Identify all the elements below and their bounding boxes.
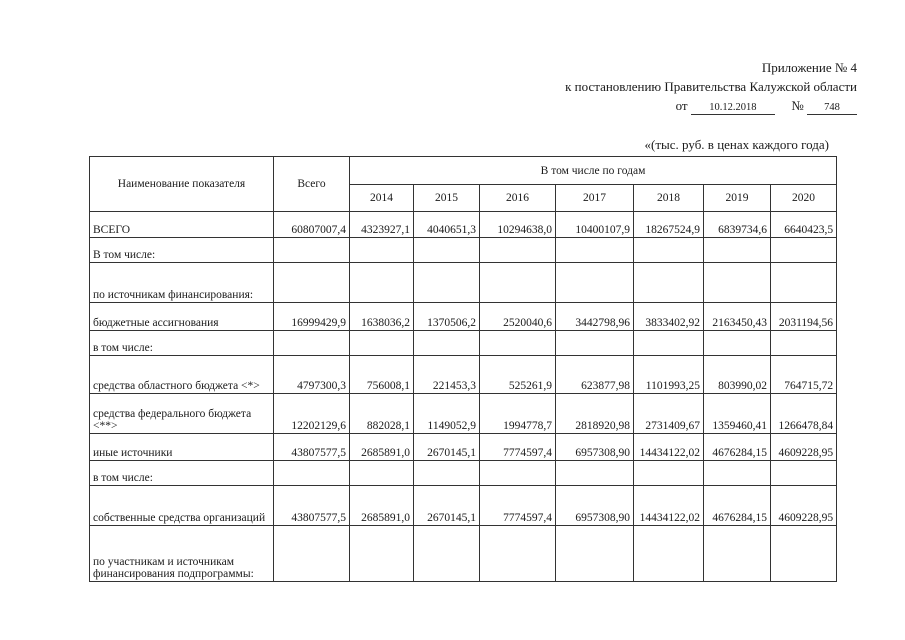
table-row bbox=[90, 263, 837, 303]
year-header-2015: 2015 bbox=[414, 185, 480, 212]
resolution-number: 748 bbox=[807, 101, 857, 115]
date-number-line bbox=[565, 96, 857, 115]
row-value-2016 bbox=[480, 331, 556, 356]
row-total bbox=[274, 263, 350, 303]
row-value-2016 bbox=[480, 526, 556, 582]
row-value-2014 bbox=[350, 263, 414, 303]
row-value-2020: 6640423,5 bbox=[771, 212, 837, 238]
from-label: от bbox=[675, 98, 688, 113]
row-total bbox=[274, 238, 350, 263]
table-row bbox=[90, 238, 837, 263]
row-value-2015: 1149052,9 bbox=[414, 394, 480, 434]
financing-table bbox=[89, 156, 837, 582]
row-value-2019 bbox=[704, 238, 771, 263]
row-value-2014 bbox=[350, 331, 414, 356]
row-value-2017: 623877,98 bbox=[556, 356, 634, 394]
table-row bbox=[90, 356, 837, 394]
row-value-2017: 2818920,98 bbox=[556, 394, 634, 434]
row-value-2018 bbox=[634, 461, 704, 486]
row-total bbox=[274, 526, 350, 582]
row-value-2014: 2685891,0 bbox=[350, 434, 414, 461]
row-value-2014: 882028,1 bbox=[350, 394, 414, 434]
row-value-2018 bbox=[634, 526, 704, 582]
row-label: собственные средства организаций bbox=[90, 486, 274, 526]
row-value-2015: 4040651,3 bbox=[414, 212, 480, 238]
row-value-2014: 1638036,2 bbox=[350, 303, 414, 331]
row-value-2019: 803990,02 bbox=[704, 356, 771, 394]
row-value-2015: 2670145,1 bbox=[414, 486, 480, 526]
row-value-2020: 4609228,95 bbox=[771, 486, 837, 526]
row-value-2020 bbox=[771, 331, 837, 356]
row-value-2018: 2731409,67 bbox=[634, 394, 704, 434]
row-value-2016: 7774597,4 bbox=[480, 434, 556, 461]
row-value-2018: 1101993,25 bbox=[634, 356, 704, 394]
document-header bbox=[565, 58, 857, 115]
row-value-2014 bbox=[350, 461, 414, 486]
row-value-2016 bbox=[480, 238, 556, 263]
row-value-2019: 1359460,41 bbox=[704, 394, 771, 434]
row-total: 12202129,6 bbox=[274, 394, 350, 434]
row-value-2018: 18267524,9 bbox=[634, 212, 704, 238]
row-value-2014 bbox=[350, 238, 414, 263]
table-row bbox=[90, 394, 837, 434]
year-header-2019: 2019 bbox=[704, 185, 771, 212]
year-header-2016: 2016 bbox=[480, 185, 556, 212]
number-label: № bbox=[791, 98, 804, 113]
row-value-2016: 525261,9 bbox=[480, 356, 556, 394]
row-label: бюджетные ассигнования bbox=[90, 303, 274, 331]
resolution-reference: к постановлению Правительства Калужской области bbox=[565, 79, 857, 94]
row-total: 43807577,5 bbox=[274, 434, 350, 461]
row-label: средства федерального бюджета <**> bbox=[90, 394, 274, 434]
row-value-2014: 2685891,0 bbox=[350, 486, 414, 526]
row-value-2018: 14434122,02 bbox=[634, 434, 704, 461]
row-value-2017 bbox=[556, 263, 634, 303]
year-header-2017: 2017 bbox=[556, 185, 634, 212]
table-row bbox=[90, 461, 837, 486]
row-value-2015 bbox=[414, 263, 480, 303]
row-label: по участникам и источникам финансирования подпрограммы: bbox=[90, 526, 274, 582]
row-value-2017 bbox=[556, 331, 634, 356]
table-row bbox=[90, 486, 837, 526]
table-row bbox=[90, 526, 837, 582]
row-label: средства областного бюджета <*> bbox=[90, 356, 274, 394]
row-value-2014 bbox=[350, 526, 414, 582]
table-row bbox=[90, 331, 837, 356]
row-label: в том числе: bbox=[90, 331, 274, 356]
row-value-2016 bbox=[480, 461, 556, 486]
row-value-2017: 3442798,96 bbox=[556, 303, 634, 331]
row-value-2015 bbox=[414, 331, 480, 356]
table-row bbox=[90, 212, 837, 238]
row-value-2020 bbox=[771, 461, 837, 486]
row-total: 60807007,4 bbox=[274, 212, 350, 238]
row-value-2019: 2163450,43 bbox=[704, 303, 771, 331]
row-value-2018 bbox=[634, 331, 704, 356]
row-value-2019 bbox=[704, 331, 771, 356]
row-label: В том числе: bbox=[90, 238, 274, 263]
row-value-2016 bbox=[480, 263, 556, 303]
row-value-2018 bbox=[634, 238, 704, 263]
year-header-2018: 2018 bbox=[634, 185, 704, 212]
row-value-2020: 764715,72 bbox=[771, 356, 837, 394]
row-total bbox=[274, 331, 350, 356]
row-value-2015: 1370506,2 bbox=[414, 303, 480, 331]
row-total: 4797300,3 bbox=[274, 356, 350, 394]
row-value-2017: 10400107,9 bbox=[556, 212, 634, 238]
row-value-2017 bbox=[556, 238, 634, 263]
row-value-2020: 2031194,56 bbox=[771, 303, 837, 331]
row-value-2014: 4323927,1 bbox=[350, 212, 414, 238]
row-value-2017 bbox=[556, 526, 634, 582]
row-total: 43807577,5 bbox=[274, 486, 350, 526]
row-value-2020 bbox=[771, 238, 837, 263]
row-value-2015 bbox=[414, 238, 480, 263]
row-label: в том числе: bbox=[90, 461, 274, 486]
row-value-2016: 2520040,6 bbox=[480, 303, 556, 331]
row-value-2018: 3833402,92 bbox=[634, 303, 704, 331]
col-years-group-header: В том числе по годам bbox=[350, 157, 837, 185]
table-body bbox=[90, 212, 837, 582]
row-value-2020: 1266478,84 bbox=[771, 394, 837, 434]
table-row bbox=[90, 434, 837, 461]
row-value-2016: 10294638,0 bbox=[480, 212, 556, 238]
resolution-date: 10.12.2018 bbox=[691, 101, 775, 115]
row-value-2017: 6957308,90 bbox=[556, 486, 634, 526]
row-value-2014: 756008,1 bbox=[350, 356, 414, 394]
row-value-2015 bbox=[414, 526, 480, 582]
row-value-2015: 2670145,1 bbox=[414, 434, 480, 461]
row-value-2019: 6839734,6 bbox=[704, 212, 771, 238]
row-value-2020 bbox=[771, 263, 837, 303]
year-header-2014: 2014 bbox=[350, 185, 414, 212]
col-name-header: Наименование показателя bbox=[90, 157, 274, 212]
appendix-title: Приложение № 4 bbox=[761, 60, 857, 75]
row-label: иные источники bbox=[90, 434, 274, 461]
row-value-2016: 7774597,4 bbox=[480, 486, 556, 526]
year-header-2020: 2020 bbox=[771, 185, 837, 212]
row-value-2019: 4676284,15 bbox=[704, 434, 771, 461]
row-value-2019 bbox=[704, 526, 771, 582]
row-value-2020: 4609228,95 bbox=[771, 434, 837, 461]
row-value-2015: 221453,3 bbox=[414, 356, 480, 394]
row-label: ВСЕГО bbox=[90, 212, 274, 238]
row-value-2020 bbox=[771, 526, 837, 582]
row-value-2019: 4676284,15 bbox=[704, 486, 771, 526]
row-total bbox=[274, 461, 350, 486]
row-total: 16999429,9 bbox=[274, 303, 350, 331]
row-label: по источникам финансирования: bbox=[90, 263, 274, 303]
row-value-2018 bbox=[634, 263, 704, 303]
row-value-2019 bbox=[704, 263, 771, 303]
row-value-2017: 6957308,90 bbox=[556, 434, 634, 461]
row-value-2019 bbox=[704, 461, 771, 486]
row-value-2018: 14434122,02 bbox=[634, 486, 704, 526]
row-value-2017 bbox=[556, 461, 634, 486]
table-row bbox=[90, 303, 837, 331]
col-total-header: Всего bbox=[274, 157, 350, 212]
units-note: «(тыс. руб. в ценах каждого года) bbox=[644, 137, 829, 152]
row-value-2016: 1994778,7 bbox=[480, 394, 556, 434]
row-value-2015 bbox=[414, 461, 480, 486]
